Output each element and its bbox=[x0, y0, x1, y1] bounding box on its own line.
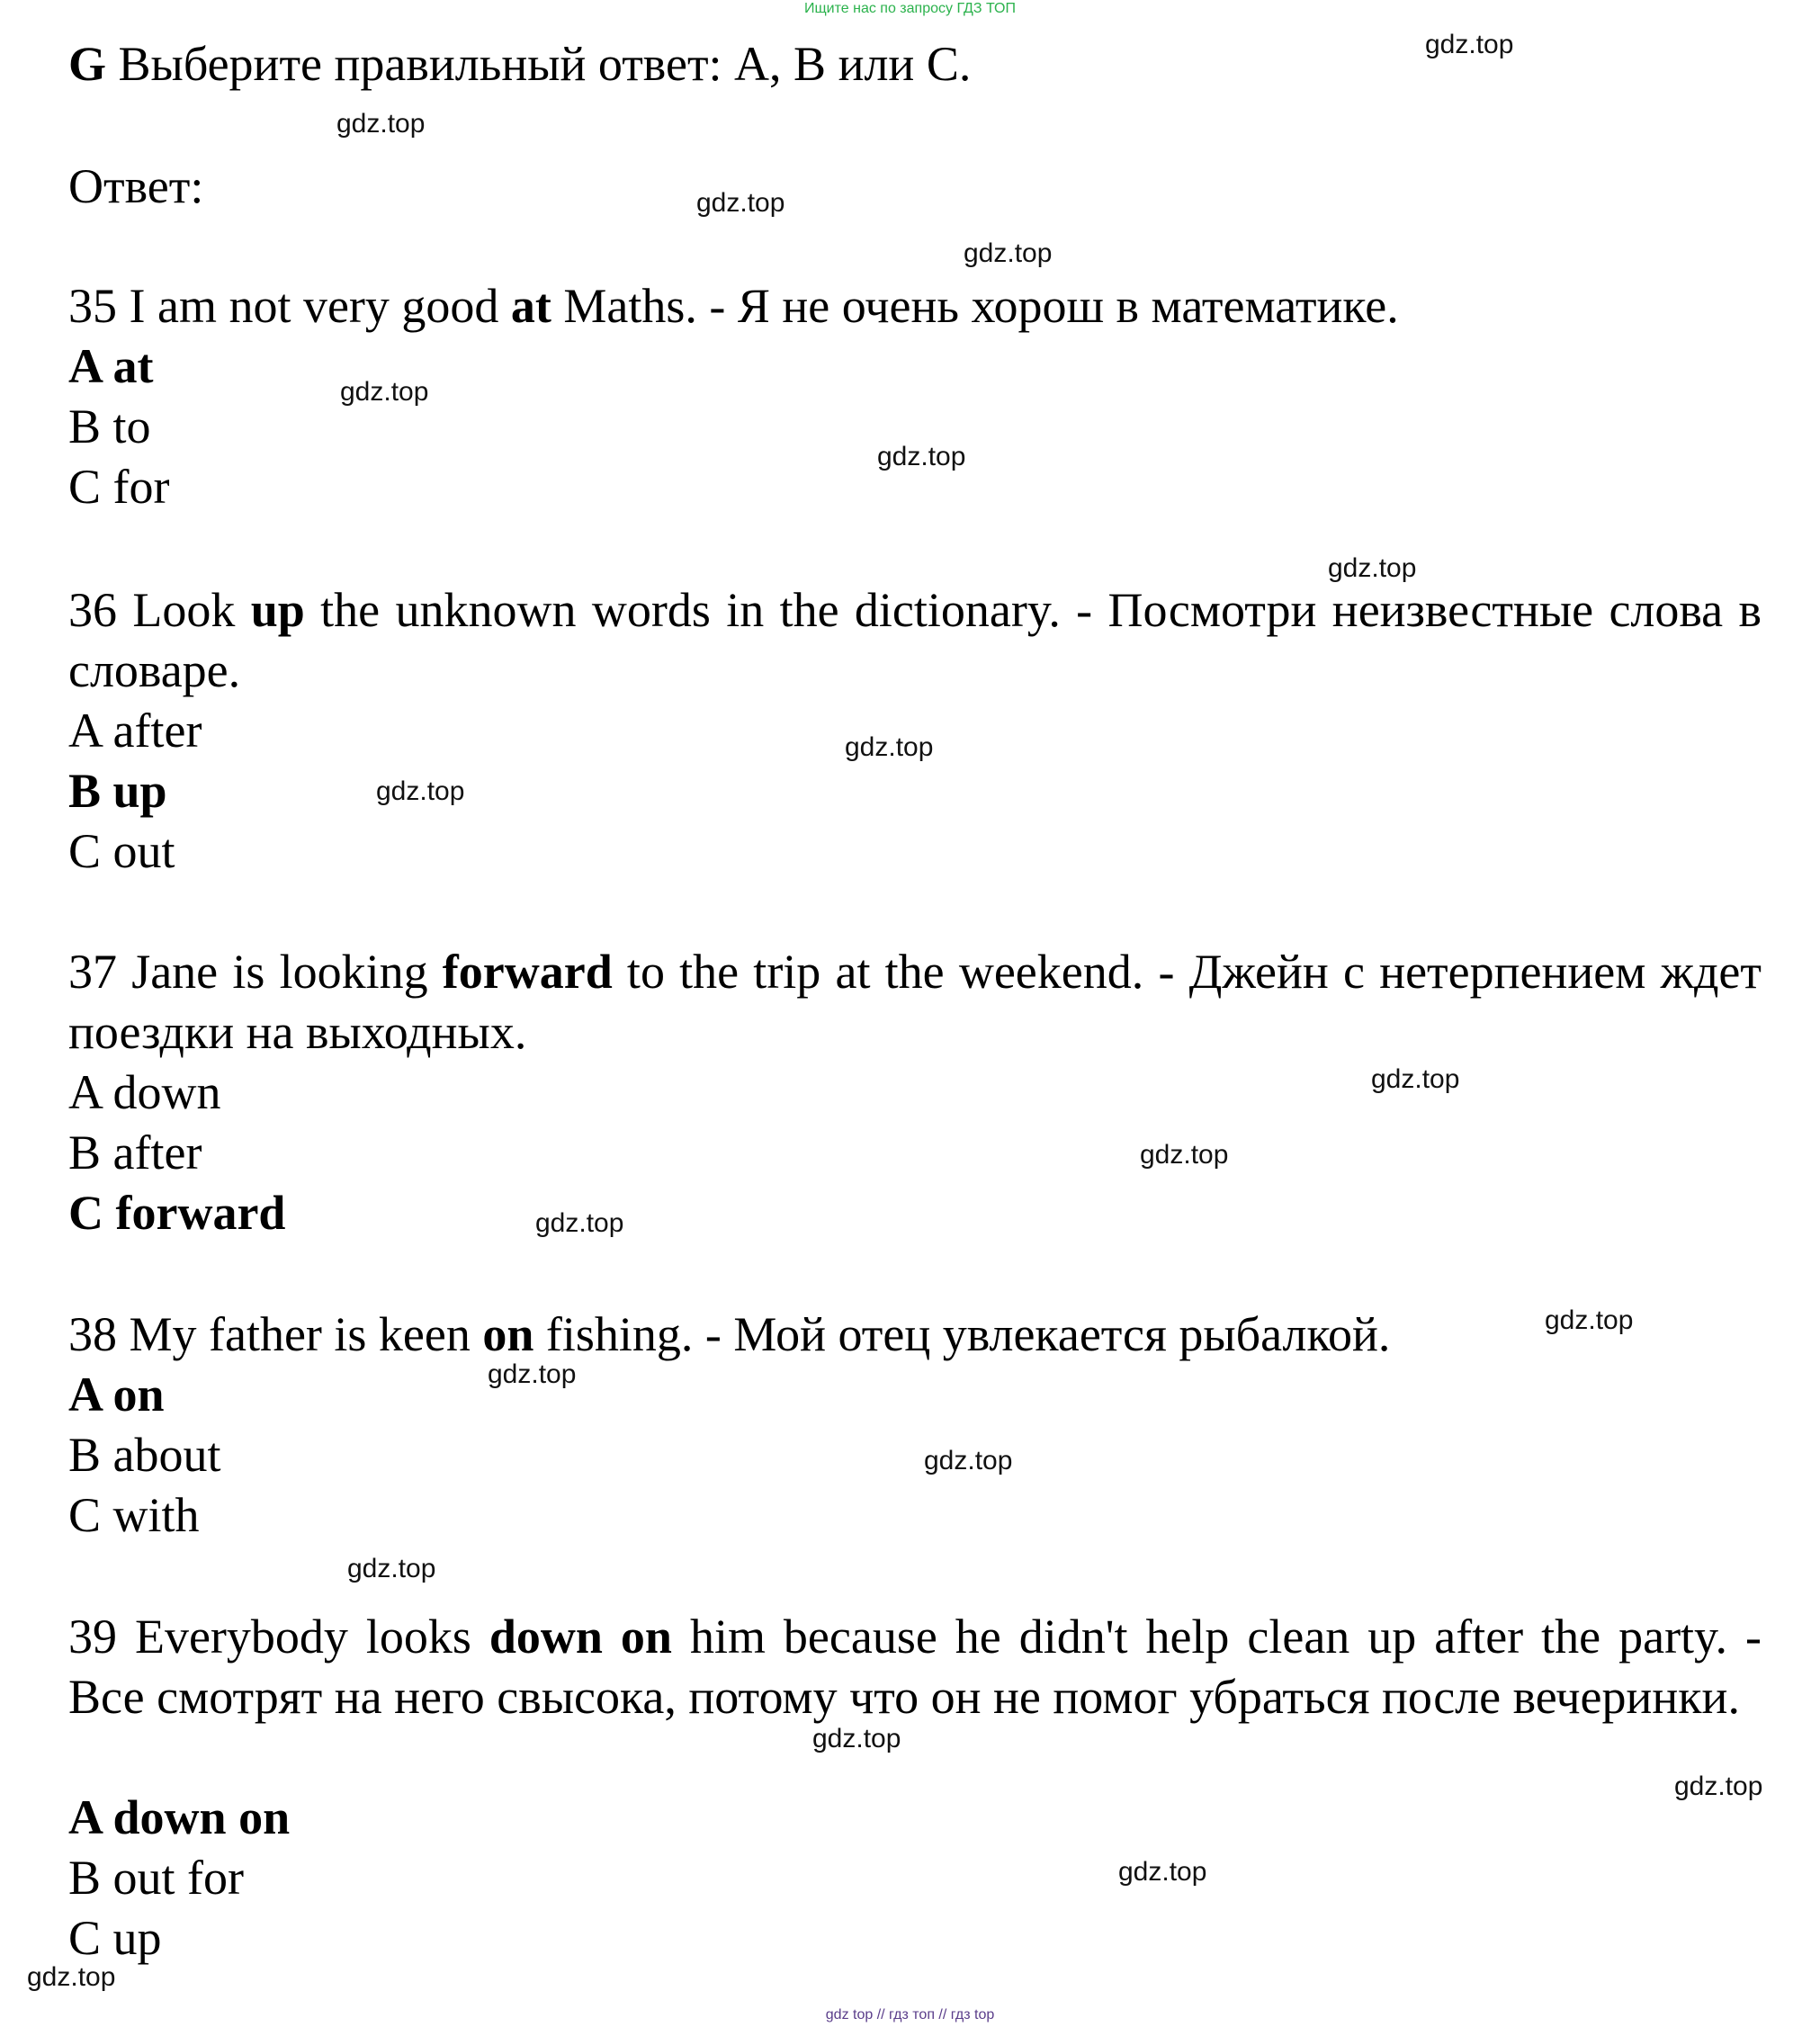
option-39-a: A down on bbox=[68, 1790, 291, 1844]
task-instruction-text: Выберите правильный ответ: A, B или C. bbox=[106, 37, 972, 91]
watermark: gdz.top bbox=[1371, 1064, 1460, 1094]
watermark: gdz.top bbox=[924, 1446, 1013, 1475]
bottom-footer: gdz top // гдз топ // гдз top bbox=[825, 2007, 995, 2023]
question-39 bbox=[68, 1607, 1762, 1727]
question-text-pre: 36 Look bbox=[68, 583, 251, 637]
option-35-a: A at bbox=[68, 339, 154, 393]
key-word: at bbox=[510, 279, 551, 333]
option-35-b: B to bbox=[68, 399, 151, 453]
option-39-b: B out for bbox=[68, 1851, 244, 1905]
question-text-post: to the trip at the weekend. - Джейн с нетерпением ждет поездки на выходных. bbox=[68, 945, 1762, 1059]
watermark: gdz.top bbox=[877, 442, 966, 471]
watermark: gdz.top bbox=[1674, 1771, 1763, 1801]
question-text-post: Maths. - Я не очень хорош в математике. bbox=[551, 279, 1399, 333]
option-37-c: C forward bbox=[68, 1186, 286, 1240]
watermark: gdz.top bbox=[1140, 1140, 1229, 1170]
question-text-post: fishing. - Мой отец увлекается рыбалкой. bbox=[533, 1307, 1391, 1361]
option-36-b: B up bbox=[68, 764, 167, 818]
question-36 bbox=[68, 580, 1762, 701]
question-38 bbox=[68, 1305, 1390, 1364]
watermark: gdz.top bbox=[27, 1962, 116, 1992]
watermark: gdz.top bbox=[812, 1724, 901, 1753]
watermark: gdz.top bbox=[1425, 30, 1514, 59]
watermark: gdz.top bbox=[535, 1208, 624, 1238]
option-35-c: C for bbox=[68, 460, 170, 514]
key-word: down on bbox=[489, 1610, 672, 1664]
key-word: on bbox=[482, 1307, 534, 1361]
watermark: gdz.top bbox=[488, 1359, 577, 1389]
top-banner: Ищите нас по запросу ГДЗ ТОП bbox=[804, 1, 1016, 16]
key-word: forward bbox=[442, 945, 613, 999]
watermark: gdz.top bbox=[1118, 1857, 1207, 1887]
option-36-c: C out bbox=[68, 824, 175, 878]
watermark: gdz.top bbox=[845, 732, 934, 762]
option-37-a: A down bbox=[68, 1065, 221, 1119]
question-35 bbox=[68, 276, 1399, 336]
question-text-pre: 35 I am not very good bbox=[68, 279, 511, 333]
watermark: gdz.top bbox=[696, 188, 785, 218]
option-38-b: B about bbox=[68, 1428, 221, 1482]
question-text-pre: 38 My father is keen bbox=[68, 1307, 483, 1361]
answer-label: Ответ: bbox=[68, 159, 204, 213]
question-37 bbox=[68, 942, 1762, 1063]
task-instruction bbox=[68, 34, 971, 94]
key-word: up bbox=[250, 583, 305, 637]
watermark: gdz.top bbox=[964, 238, 1053, 268]
watermark: gdz.top bbox=[1545, 1305, 1634, 1335]
option-38-c: C with bbox=[68, 1488, 200, 1542]
watermark: gdz.top bbox=[1328, 553, 1417, 583]
option-36-a: A after bbox=[68, 704, 202, 758]
option-37-b: B after bbox=[68, 1126, 202, 1179]
watermark: gdz.top bbox=[347, 1554, 436, 1583]
question-text-pre: 37 Jane is looking bbox=[68, 945, 443, 999]
question-text-post: him because he didn't help clean up after the party. - Все смотрят на него свысока, потому что он не помог убраться после вечеринки. bbox=[68, 1610, 1762, 1724]
option-38-a: A on bbox=[68, 1368, 165, 1422]
watermark: gdz.top bbox=[340, 377, 429, 407]
question-text-post: the unknown words in the dictionary. - Посмотри неизвестные слова в словаре. bbox=[68, 583, 1762, 697]
watermark: gdz.top bbox=[376, 776, 465, 806]
question-text-pre: 39 Everybody looks bbox=[68, 1610, 489, 1664]
watermark: gdz.top bbox=[336, 109, 426, 139]
task-letter: G bbox=[68, 37, 107, 91]
option-39-c: C up bbox=[68, 1911, 162, 1965]
